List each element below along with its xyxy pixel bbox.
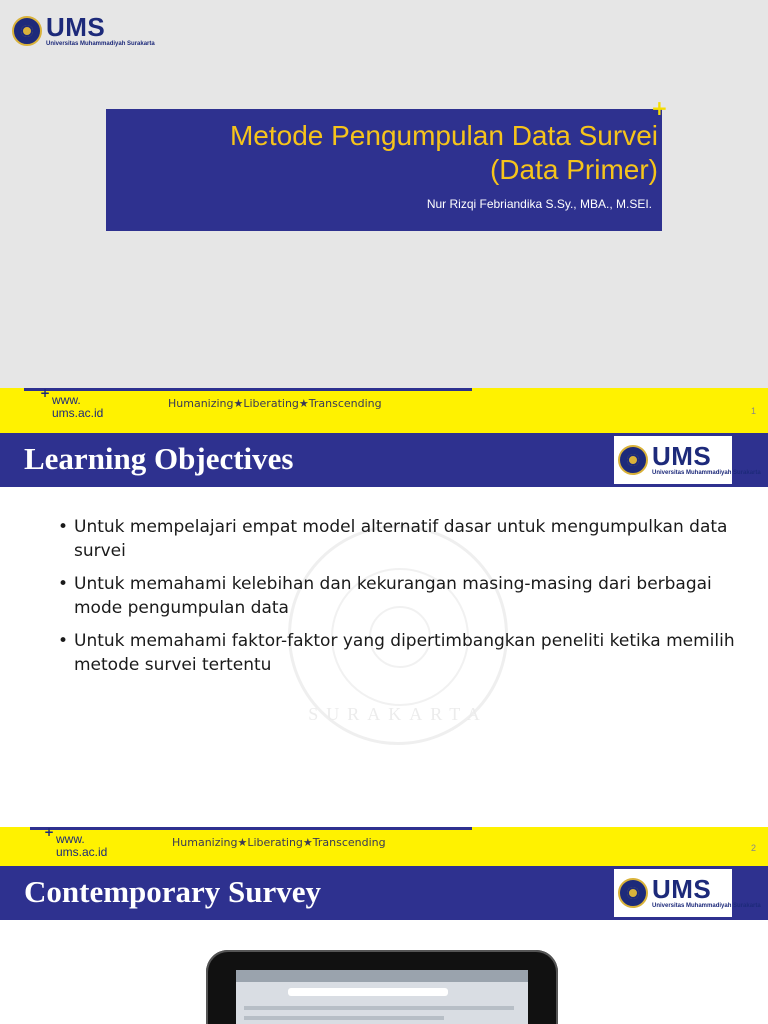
logo-panel (614, 869, 761, 917)
slide-1 (0, 0, 768, 433)
page-number: 1 (750, 406, 756, 416)
plus-icon: + (44, 825, 55, 839)
logo-text: UMS (652, 441, 712, 471)
tablet-content-line (244, 1016, 444, 1020)
footer-divider (30, 827, 472, 830)
slide-2 (0, 433, 768, 866)
ums-logo (12, 14, 155, 48)
ums-logo (618, 443, 761, 477)
footer-bar (0, 827, 768, 866)
footer-bar (0, 388, 768, 433)
page-number: 2 (750, 843, 756, 853)
title-line-1: Metode Pengumpulan Data Survei (229, 120, 658, 151)
slide-heading: Contemporary Survey (24, 874, 322, 909)
logo-text: UMS (652, 874, 712, 904)
ums-seal-icon (618, 878, 648, 908)
logo-panel (614, 436, 761, 484)
title-box (106, 109, 662, 231)
objectives-list (58, 515, 738, 686)
footer-divider (24, 388, 472, 391)
tablet-content-line (244, 1006, 514, 1010)
ums-seal-icon (12, 16, 42, 46)
tablet-image (206, 950, 558, 1024)
ums-seal-icon (618, 445, 648, 475)
tagline: Humanizing★Liberating★Transcending (172, 836, 386, 849)
list-item: • Untuk memahami faktor-faktor yang dipertimbangkan peneliti ketika memilih metode survei tertentu (58, 629, 738, 677)
slide-heading: Learning Objectives (24, 441, 294, 476)
watermark-text: SURAKARTA (308, 704, 488, 724)
author-name: Nur Rizqi Febriandika S.Sy., MBA., M.SEI. (426, 197, 652, 211)
logo-text: UMS (46, 12, 106, 42)
logo-subtitle: Universitas Muhammadiyah Surakarta (46, 41, 155, 47)
logo-subtitle: Universitas Muhammadiyah Surakarta (652, 470, 761, 476)
tagline: Humanizing★Liberating★Transcending (168, 397, 382, 410)
ums-logo (618, 876, 761, 910)
list-item: • Untuk memahami kelebihan dan kekurangan masing-masing dari berbagai mode pengumpulan data (58, 572, 738, 620)
website: www. ums.ac.id (52, 393, 104, 420)
plus-icon: + (651, 96, 668, 120)
slide-3 (0, 866, 768, 1024)
header-band (0, 433, 768, 487)
logo-subtitle: Universitas Muhammadiyah Surakarta (652, 903, 761, 909)
tablet-status-bar (236, 970, 528, 982)
tablet-screen (236, 970, 528, 1024)
title-line-2: (Data Primer) (489, 154, 658, 185)
plus-icon: + (40, 386, 51, 400)
slide-title (230, 119, 658, 187)
tablet-url-bar (288, 988, 448, 996)
website: www. ums.ac.id (56, 832, 108, 859)
list-item: • Untuk mempelajari empat model alternatif dasar untuk mengumpulkan data survei (58, 515, 738, 563)
header-band (0, 866, 768, 920)
